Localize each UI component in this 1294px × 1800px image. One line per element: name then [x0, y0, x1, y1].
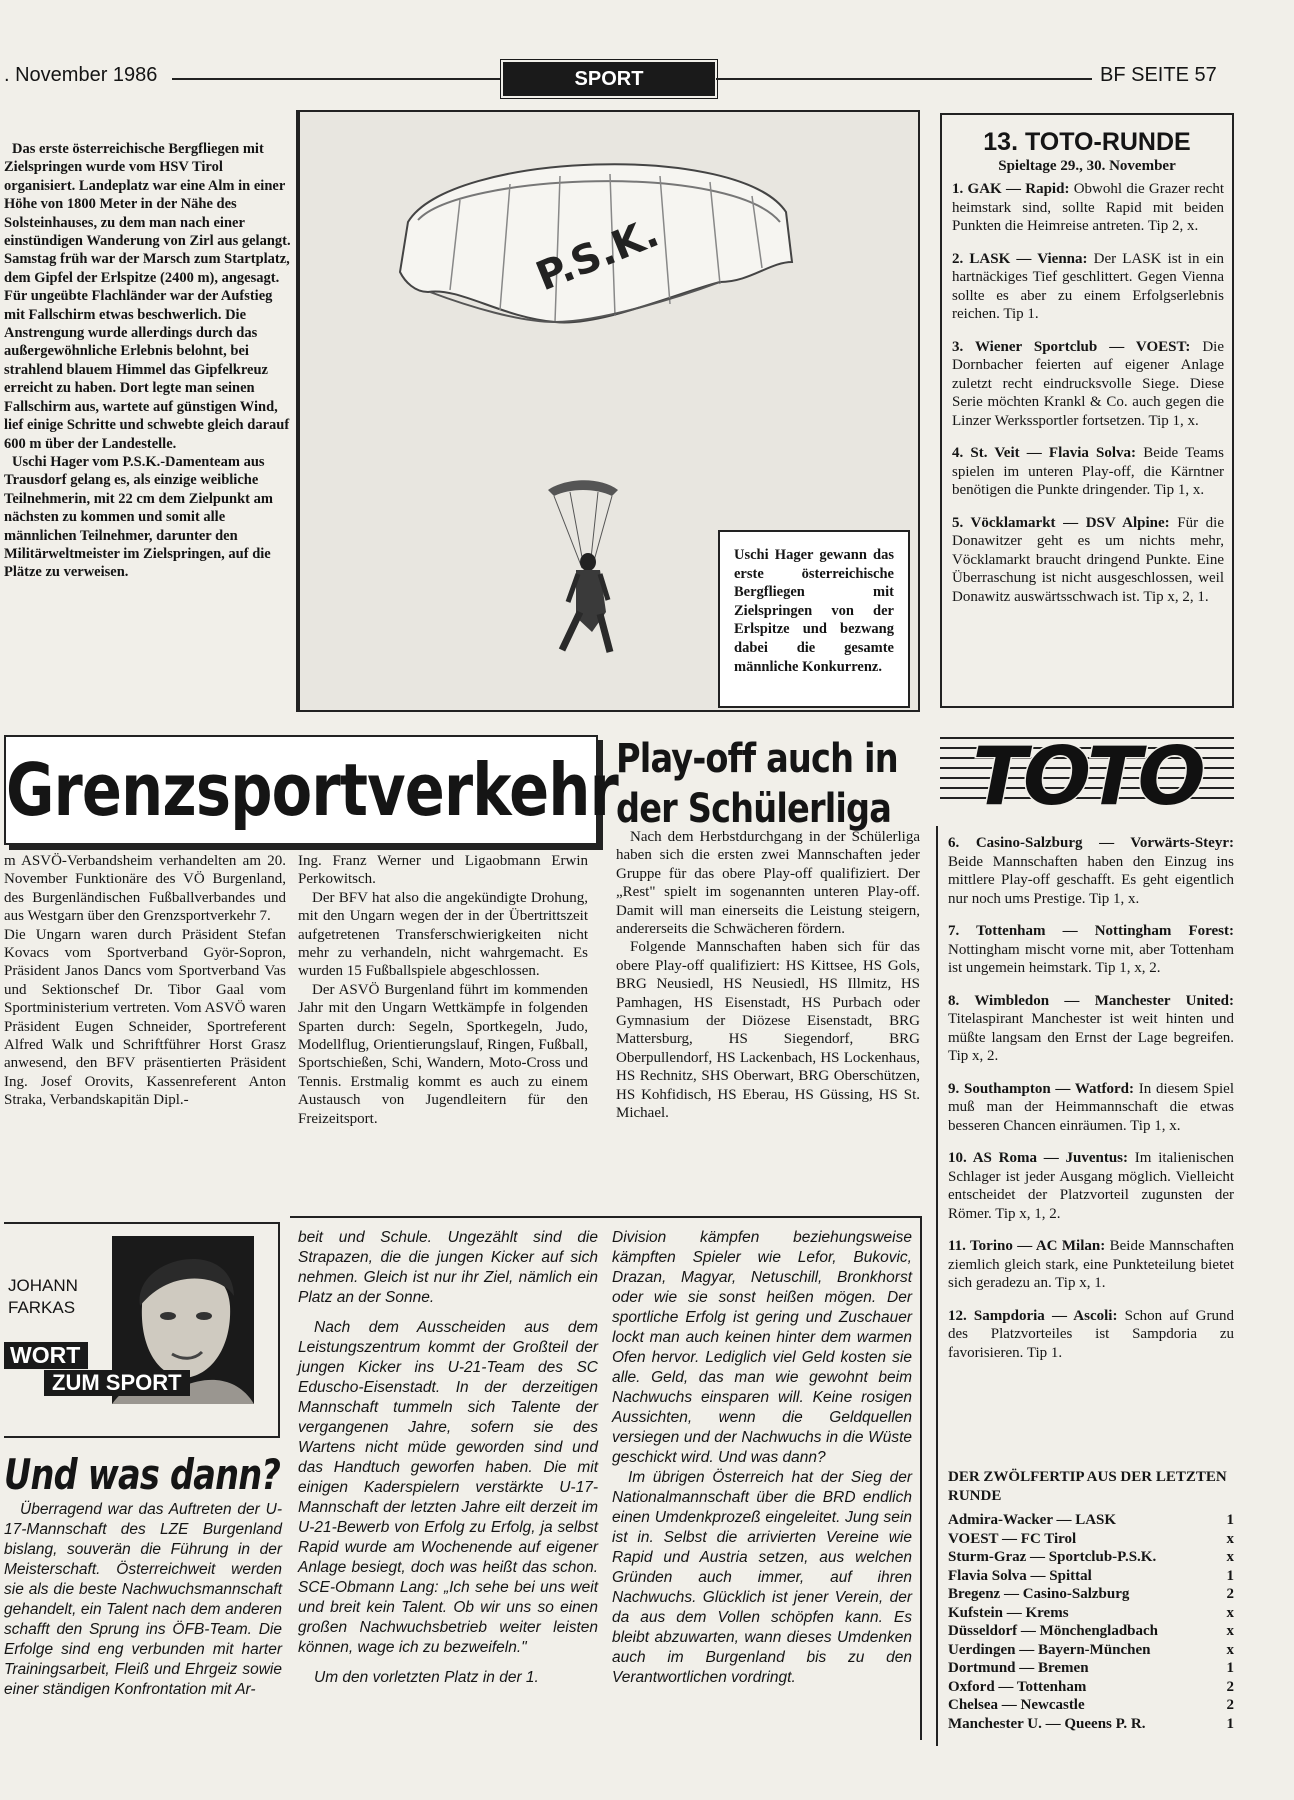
match-head: 9. Southampton — Watford: [948, 1080, 1134, 1097]
row-match: Dortmund — Bremen [948, 1660, 1089, 1676]
section-label: SPORT [503, 62, 715, 96]
row-tip: 1 [1226, 1567, 1234, 1584]
row-match: Bregenz — Casino-Salzburg [948, 1586, 1130, 1602]
row-tip: 1 [1226, 1660, 1234, 1676]
toto-match [948, 922, 1234, 978]
row-match: Sturm-Graz — Sportclub-P.S.K. [948, 1549, 1157, 1565]
toto-match [952, 514, 1224, 607]
toto-match [948, 1307, 1234, 1363]
toto-matches-top [952, 180, 1224, 606]
paragraph: Überragend war das Auftreten der U-17-Mannschaft des LZE Burgenland bislang, souverän die Führung in der Meisterschaft. Österreichweit werden sie als die beste Nachwuchsmannschaft gehandelt, ein Talent nach dem anderen schafft den Sprung ins ÖFB-Team. Die Erfolge sind eng verbunden mit harter Trainingsarbeit, Fleiß und Ehrgeiz sowie einer ständigen Konfrontation mit Ar- [4, 1501, 282, 1698]
row-match: Kufstein — Krems [948, 1604, 1069, 1621]
row-match: Admira-Wacker — LASK [948, 1512, 1117, 1528]
paragraph: Um den vorletzten Platz in der 1. [314, 1669, 539, 1686]
toto-match [952, 338, 1224, 431]
headline-und-was-dann: Und was dann? [4, 1450, 281, 1499]
toto-logo-text: TOTO [972, 730, 1202, 812]
paragraph: Die Ungarn waren durch Präsident Stefan Kovacs vom Sportverband Györ-Sopron, Präsident Janos Dancs vom Sportverband Vas und Sektionschef Dr. Tibor Gaal vom Sportministerium vertreten. Vom ASVÖ waren Präsident Eugen Schneider, Sportreferent Alfred Walk und Schriftführer Horst Grasz anwesend, den BFV präsentierten Präsident Ing. Josef Orovits, Kassenreferent Anton Straka, Verbandskapitän Dipl.- [4, 926, 286, 1109]
headline-grenzsport: Grenzsportverkehr [6, 748, 618, 832]
grenz-column-1 [4, 852, 286, 1110]
row-tip: 1 [1226, 1715, 1234, 1732]
match-text: Beide Mannschaften haben den Einzug ins mittlere Play-off geschafft. Es geht eigentlich nur noch ums Prestige. Tip 1, x. [948, 853, 1234, 907]
row-tip: x [1226, 1530, 1234, 1547]
toto-title: 13. TOTO-RUNDE [983, 128, 1191, 156]
story-paragraph: Das erste österreichische Bergfliegen mit Zielspringen wurde vom HSV Tirol organisiert. Landeplatz war eine Alm in einer Höhe von 1800 Meter in der Nähe des Solsteinhauses, zu dem man nach einer einstündigen Wanderung von Zirl aus gelangt. Samstag früh war der Marsch zum Startplatz, dem Gipfel der Erlspitze (2400 m), angesagt. Für ungeübte Flachländer war der Aufstieg mit Fallschirm etwas beschwerlich. Die Anstrengung wurde allerdings durch das außergewöhnliche Erlebnis belohnt, bei strahlend blauem Himmel das Gipfelkreuz erreicht zu haben. Dort legte man seinen Fallschirm aus, wartete auf günstigen Wind, lief einige Schritte und schwebte gleich darauf 600 m über der Landestelle. [4, 141, 291, 452]
headline-playoff-text: Play-off auch in der Schülerliga [616, 736, 898, 832]
wort-column-3 [612, 1228, 912, 1688]
row-tip: x [1226, 1641, 1234, 1658]
table-row [948, 1567, 1234, 1586]
paragraph: Der BFV hat also die angekündigte Drohung, mit den Ungarn wegen der in der Übertrittszeit aufgetretenen Transferschwierigkeiten nicht mehr zu verhandeln, nicht wahrgemacht. Es wurden 15 Fußballspiele abgeschlossen. [298, 889, 588, 980]
paragraph: m ASVÖ-Verbandsheim verhandelten am 20. November Funktionäre des VÖ Burgenland, des Burgenländischen Fußballverbandes und aus Westgarn über den Grenzsportverkehr 7. [4, 853, 286, 925]
paragraph: Ing. Franz Werner und Ligaobmann Erwin Perkowitsch. [298, 853, 588, 888]
match-head: 6. Casino-Salzburg — Vorwärts-Steyr: [948, 835, 1234, 851]
wort-column-1 [4, 1500, 282, 1700]
match-head: 1. GAK — Rapid: [952, 181, 1070, 197]
zwoelfertip-table [948, 1468, 1234, 1733]
match-text: In diesem Spiel muß man der Heimmannschaft die etwas besseren Chancen einräumen. Tip 1, x. [948, 1080, 1234, 1134]
header-rule-right [716, 78, 1092, 80]
row-match: Oxford — Tottenham [948, 1678, 1087, 1695]
row-match: Düsseldorf — Mönchengladbach [948, 1623, 1159, 1639]
paragraph: beit und Schule. Ungezählt sind die Strapazen, die die jungen Kicker auf sich nehmen. Gleich ist nur ihr Ziel, nämlich ein Platz an der Sonne. [298, 1229, 598, 1306]
column-label-zum-sport: ZUM SPORT [44, 1370, 190, 1396]
row-match: Manchester U. — Queens P. R. [948, 1715, 1146, 1732]
table-row [948, 1604, 1234, 1623]
row-match: Flavia Solva — Spittal [948, 1567, 1092, 1584]
author-first-name: JOHANN [8, 1276, 78, 1295]
issue-date: . November 1986 [4, 64, 158, 86]
wort-column-2 [298, 1228, 598, 1688]
toto-match [952, 250, 1224, 324]
table-row [948, 1622, 1234, 1641]
table-row [948, 1530, 1234, 1549]
match-head: 4. St. Veit — Flavia Solva: [952, 445, 1137, 461]
table-row [948, 1585, 1234, 1604]
table-row [948, 1659, 1234, 1678]
match-text: Nottingham mischt vorne mit, aber Tottenham ist ungemein heimstark. Tip 1, x, 2. [948, 941, 1234, 976]
row-tip: 2 [1226, 1678, 1234, 1695]
parachute-story [4, 140, 294, 582]
row-tip: x [1226, 1604, 1234, 1621]
row-tip: 1 [1226, 1512, 1234, 1528]
photo-caption: Uschi Hager gewann das erste österreichische Bergfliegen mit Zielspringen von der Erlspitze und bezwang dabei die gesamte männliche Konkurrenz. [718, 530, 910, 708]
page-number: BF SEITE 57 [1100, 64, 1217, 86]
row-match: Chelsea — Newcastle [948, 1697, 1085, 1713]
paragraph: Nach dem Ausscheiden aus dem Leistungszentrum kommt der Großteil der jungen Kicker ins U-21-Team des SC Eduscho-Eisenstadt. In der derzeitigen Mannschaft tummeln sich Talente der vergangenen Jahre, sofern sie des Wartens nicht müde geworden sind und das Handtuch geworfen haben. Die mit einigen Kaderspielern verstärkte U-17-Mannschaft der letzten Jahre eilt derzeit im U-21-Bewerb von Erfolg zu Erfolg, ja selbst Rapid wurde am Wochenende auf eigener Anlage besiegt, doch was heißt das schon. SCE-Obmann Lang: „Ich sehe bei uns weit und breit kein Talent. Ob wir uns so einen großen Nachwuchsbetrieb weiter leisten können, wage ich zu bezweifeln." [298, 1319, 598, 1656]
column-label-wort: WORT [4, 1342, 88, 1369]
toto-match [948, 992, 1234, 1066]
grenz-column-2 [298, 852, 588, 1128]
author-name [8, 1275, 78, 1319]
toto-subtitle: Spieltage 29., 30. November [998, 158, 1176, 174]
paragraph: Folgende Mannschaften haben sich für das obere Play-off qualifiziert: HS Kittsee, HS Gols, BRG Neusiedl, HS Neusiedl, HS Illmitz, HS Pamhagen, HS Eisenstadt, HS Purbach oder Gymnasium der Diözese Eisenstadt, BRG Mattersburg, HS Siegendorf, BRG Oberpullendorf, HS Lackenbach, HS Lockenhaus, HS Rechnitz, SHS Oberwart, BRG Oberschützen, HS Kohfidisch, HS Eberau, HS Güssing, HS St. Michael. [616, 939, 920, 1122]
paragraph: Nach dem Herbstdurchgang in der Schülerliga haben sich die ersten zwei Mannschaften jeder Gruppe für das obere Play-off qualifiziert. Der „Rest" spielt im sogenannten unteren Play-off. Damit will man einerseits die Leistung steigern, andererseits die Schwächeren fördern. [616, 829, 920, 938]
zwoelfertip-title: DER ZWÖLFERTIP AUS DER LETZTEN RUNDE [948, 1469, 1227, 1504]
match-head: 11. Torino — AC Milan: [948, 1238, 1106, 1254]
toto-match [948, 1237, 1234, 1293]
paragraph: Division kämpfen beziehungsweise kämpften Spieler wie Lefor, Bukovic, Drazan, Magyar, Netuschill, Bronkhorst oder wie sie sonst heißen mögen. Der sportliche Erfolg ist gering und Zuschauer lockt man auch keinen hinter dem warmen Ofen hervor. Lediglich viel Geld kosten sie alle. Geld, das man wie gewohnt beim Nachwuchs einsparen will. Keine rosigen Aussichten, wenn die Geldquellen versiegen und der Nachwuchs in die Wüste geschickt wird. Und was dann? [612, 1229, 912, 1466]
row-match: Uerdingen — Bayern-München [948, 1641, 1151, 1658]
toto-match [952, 444, 1224, 500]
row-tip: 2 [1226, 1697, 1234, 1713]
toto-match [948, 1149, 1234, 1223]
row-tip: x [1226, 1623, 1234, 1639]
canopy-lettering: P.S.K. [529, 209, 666, 301]
match-text: Für die Donawitzer geht es um nichts mehr, Vöcklamarkt braucht dringend Punkte. Eine Überraschung ist nicht ausgeschlossen, weil Donawitz auswärtsschwach ist. Tip x, 2, 1. [952, 514, 1225, 605]
column-rule [936, 826, 938, 1746]
match-text: Die Dornbacher feierten auf eigener Anlage zuletzt recht eindrucksvolle Siege. Diese Serie möchten Krankl & Co. auch gegen die Linzer Werkssportler fortsetzen. Tip 1, x. [952, 338, 1224, 429]
match-head: 5. Vöcklamarkt — DSV Alpine: [952, 514, 1170, 531]
match-head: 10. AS Roma — Juventus: [948, 1150, 1128, 1166]
playoff-article [616, 828, 920, 1123]
match-text: Schon auf Grund des Platzvorteiles ist Sampdoria zu favorisieren. Tip 1. [948, 1307, 1234, 1361]
toto-match [948, 1080, 1234, 1136]
match-text: Beide Mannschaften ziemlich gleich stark, eine Punkteteilung bietet sich geradezu an. Tip x, 1. [948, 1238, 1234, 1291]
row-match: VOEST — FC Tirol [948, 1530, 1077, 1547]
table-row [948, 1715, 1234, 1734]
match-text: Obwohl die Grazer recht heimstark sind, sollte Rapid mit beiden Punkten die Heimreise antreten. Tip 2, x. [952, 181, 1224, 234]
match-head: 3. Wiener Sportclub — VOEST: [952, 338, 1191, 355]
table-row [948, 1641, 1234, 1660]
table-row [948, 1696, 1234, 1715]
toto-matches-bottom [948, 834, 1234, 1362]
table-row [948, 1511, 1234, 1530]
match-text: Im italienischen Schlager ist jeder Ausgang möglich. Vielleicht entscheidet der Platzvorteil zugunsten der Römer. Tip x, 1, 2. [948, 1150, 1234, 1222]
toto-logo-graphic [940, 728, 1234, 812]
toto-match [952, 180, 1224, 236]
toto-logo [940, 728, 1234, 812]
table-row [948, 1548, 1234, 1567]
match-head: 2. LASK — Vienna: [952, 250, 1088, 267]
header-rule-left [172, 78, 500, 80]
match-head: 8. Wimbledon — Manchester United: [948, 992, 1234, 1009]
match-text: Titelaspirant Manchester ist weit hinten und müßte langsam den Ernst der Lage begreifen. Tip x, 2. [948, 1011, 1234, 1064]
match-text: Der LASK ist in ein hartnäckiges Tief geschlittert. Gegen Vienna sollte es aber zu einem Erfolgserlebnis reichen. Tip 1. [952, 250, 1225, 322]
paragraph: Der ASVÖ Burgenland führt im kommenden Jahr mit den Ungarn Wettkämpfe in folgenden Sparten durch: Segeln, Sportkegeln, Judo, Modellflug, Orientierungslauf, Ringen, Fußball, Sportschießen, Schi, Wandern, Moto-Cross und Tennis. Erstmalig kommt es auch zu einem Austausch von Jugendleitern für den Freizeitsport. [298, 981, 588, 1127]
match-head: 12. Sampdoria — Ascoli: [948, 1307, 1118, 1324]
row-tip: x [1226, 1549, 1234, 1565]
row-tip: 2 [1226, 1586, 1234, 1602]
author-last-name: FARKAS [8, 1298, 76, 1317]
headline-playoff [616, 734, 902, 834]
paragraph: Im übrigen Österreich hat der Sieg der Nationalmannschaft über die BRD endlich einen Umdenkprozeß eingeleitet. Jung sein ist in. Selbst die arrivierten Vereine wie Rapid und Austria setzen, aus welchen Gründen auch immer, auf ihren Nachwuchs. Glücklich ist jener Verein, der da aus dem Vollen schöpfen kann. Es bleibt abzuwarten, wann dieses Umdenken auch im Burgenland bis zu den Verantwortlichen vordringt. [612, 1469, 912, 1686]
toto-match [948, 834, 1234, 908]
story-paragraph: Uschi Hager vom P.S.K.-Damenteam aus Trausdorf gelang es, als einzige weibliche Teilnehmerin, mit 22 cm dem Zielpunkt am nächsten zu kommen und somit alle männlichen Teilnehmer, darunter den Militärweltmeister im Zielspringen, auf die Plätze zu verweisen. [4, 453, 273, 581]
match-text: Beide Teams spielen im unteren Play-off, die Kärntner benötigen die Punkte dringender. Tip 1, x. [952, 445, 1224, 498]
table-row [948, 1678, 1234, 1697]
match-head: 7. Tottenham — Nottingham Forest: [948, 923, 1234, 939]
